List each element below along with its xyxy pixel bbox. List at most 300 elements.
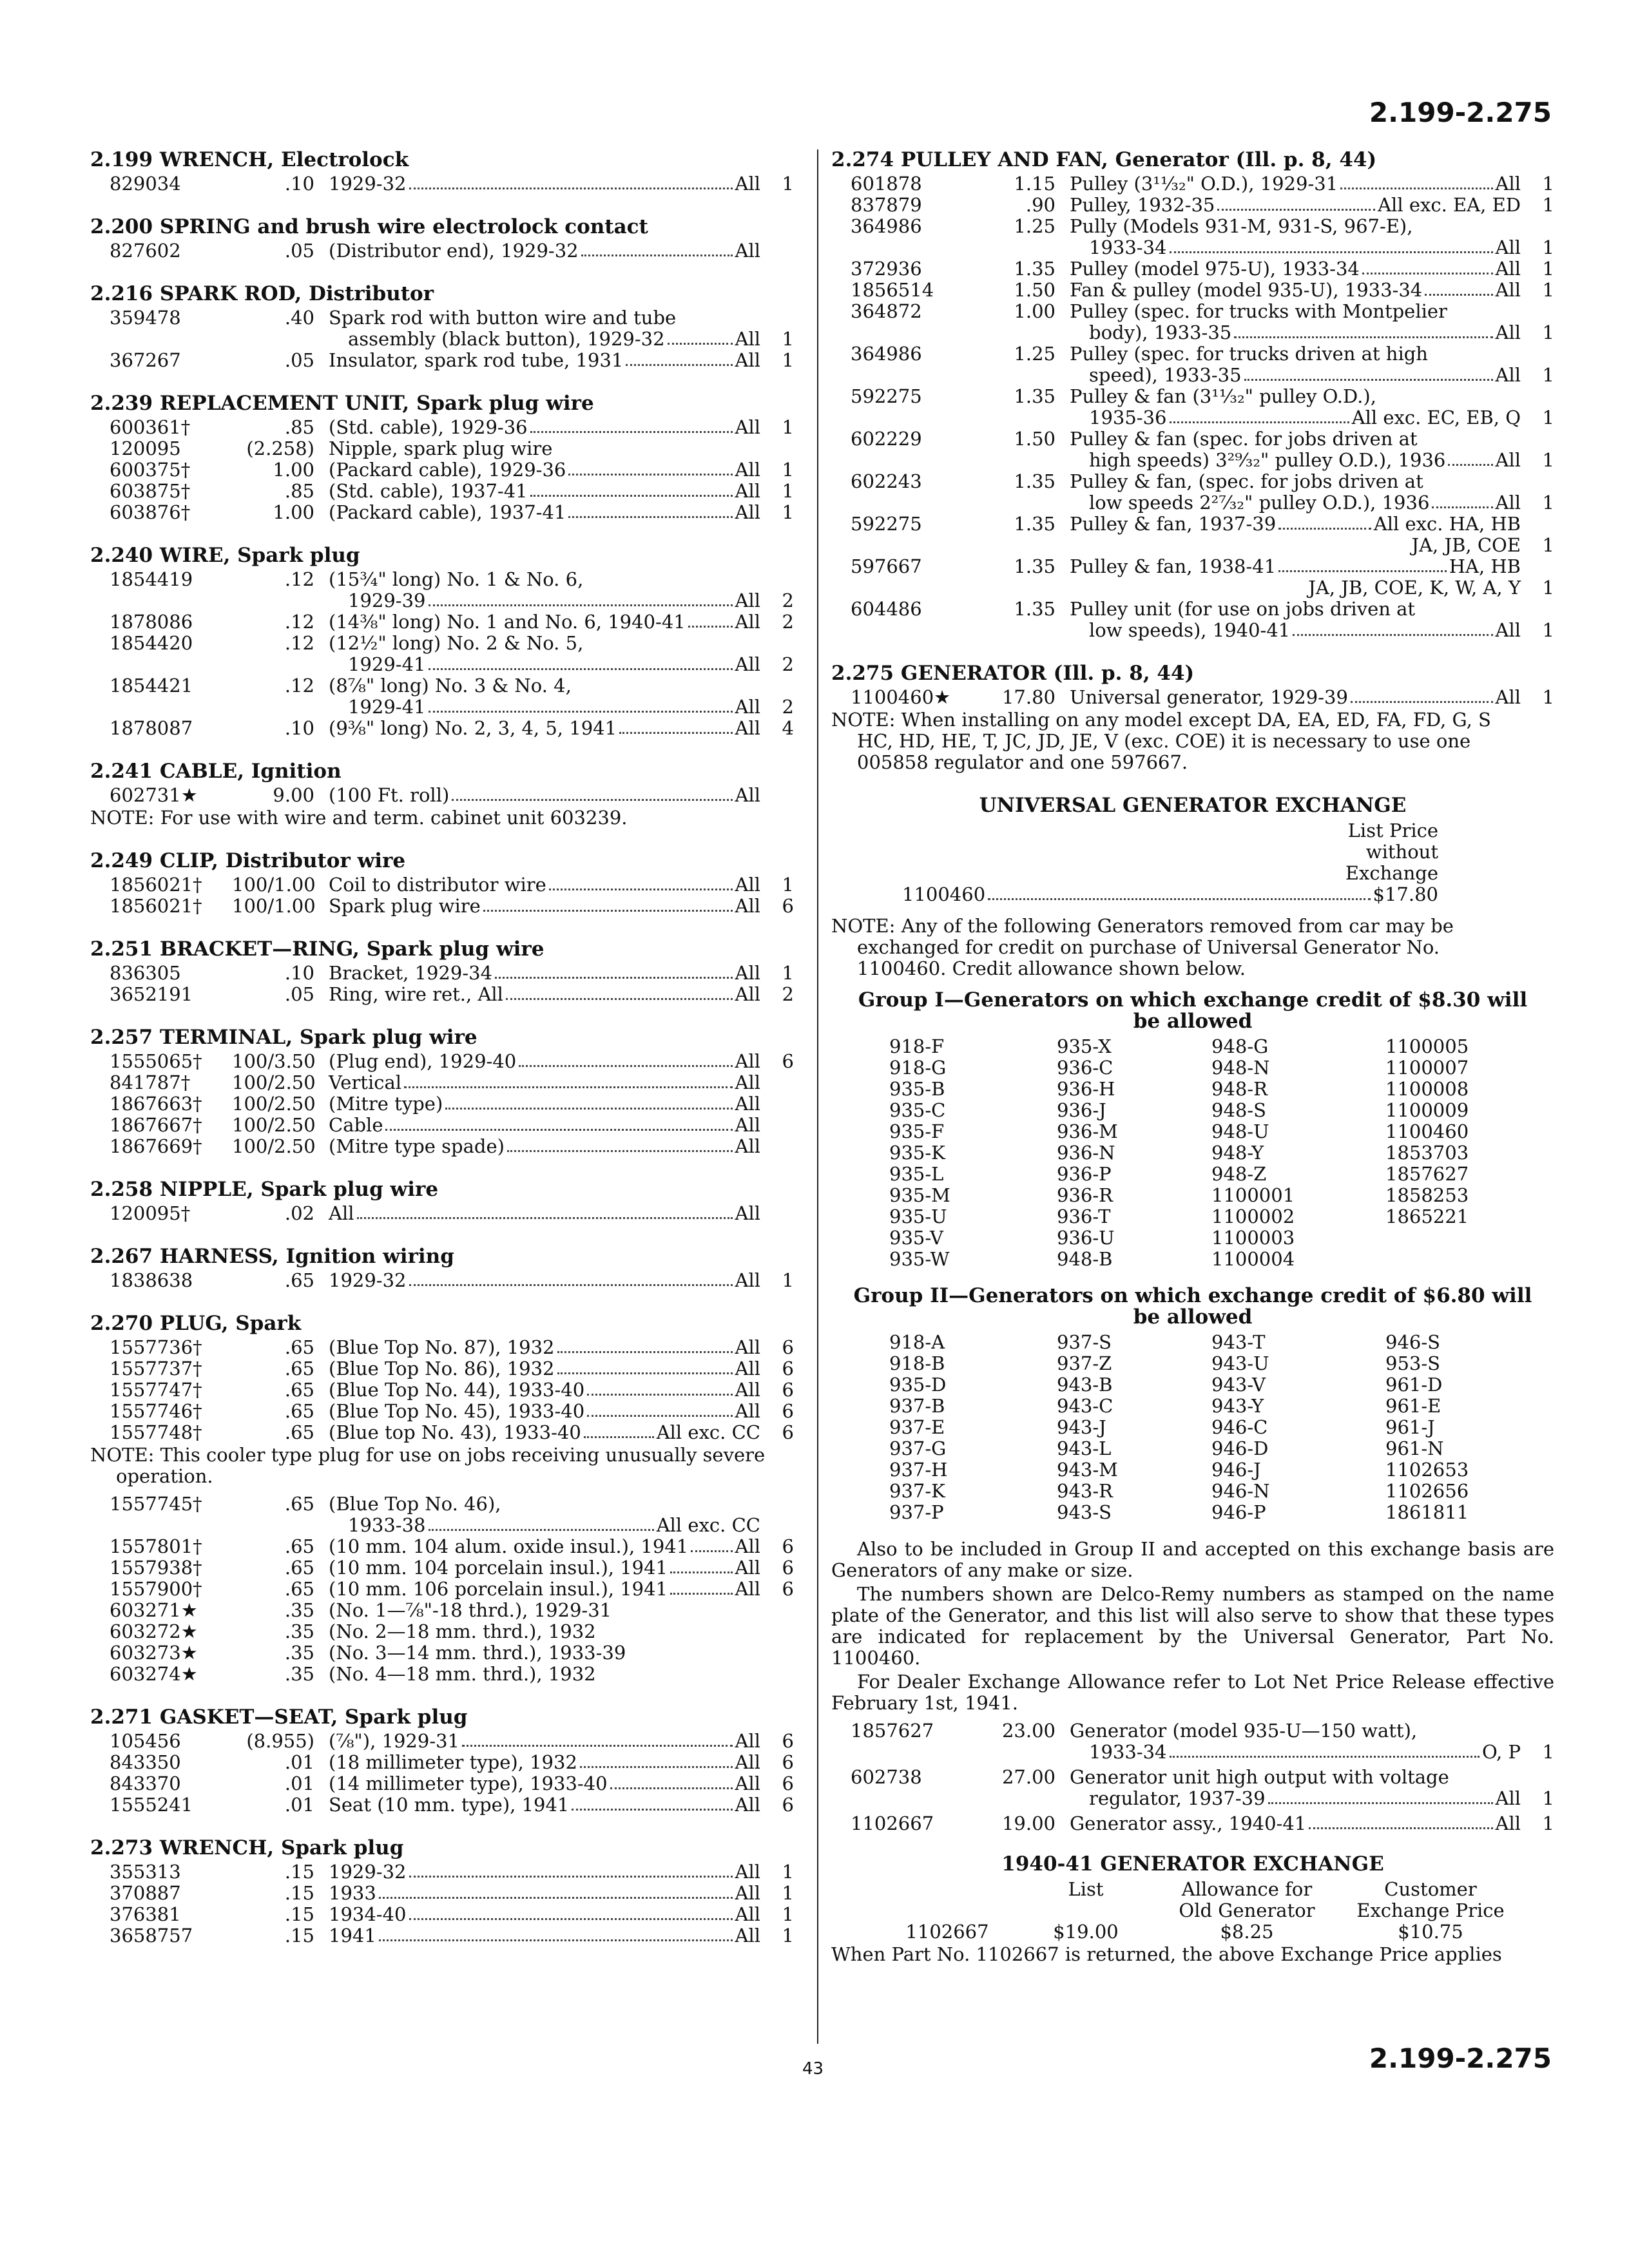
- application: All: [735, 962, 760, 984]
- leader-dots: [1170, 1756, 1480, 1758]
- generator-number: 946-N: [1211, 1480, 1270, 1502]
- list-price: .15: [284, 1882, 314, 1904]
- part-description: [329, 1051, 760, 1072]
- paragraph-2: The numbers shown are Delco-Remy numbers as stamped on the name plate of the Generator, and this list will also serve to show that these types are indicated for replacement by the Universal Generator, Part No. 1100460.: [831, 1583, 1554, 1669]
- quantity: 6: [782, 1050, 794, 1072]
- parts-row: [90, 1115, 794, 1136]
- application: All: [735, 1269, 760, 1291]
- part-description: [329, 1379, 760, 1401]
- generator-number: 936-H: [1057, 1078, 1115, 1100]
- quantity: 6: [782, 1730, 794, 1752]
- description-text: (No. 3—14 mm. thrd.), 1933-39: [329, 1642, 626, 1664]
- application: All exc. CC: [656, 1421, 760, 1443]
- section-title: 2.267 HARNESS, Ignition wiring: [90, 1245, 454, 1268]
- description-line: [329, 307, 760, 329]
- part-number: 1557801†: [110, 1535, 202, 1557]
- part-description: [329, 1358, 760, 1379]
- parts-row: [831, 471, 1554, 514]
- description-text: low speeds 2²⁷⁄₃₂" pulley O.D.), 1936: [1089, 492, 1430, 514]
- catalog-section: [831, 149, 1554, 641]
- leader-dots: [619, 732, 732, 734]
- section-title: 2.275 GENERATOR (Ill. p. 8, 44): [831, 662, 1195, 685]
- parts-row: [90, 350, 794, 371]
- part-description: [329, 307, 760, 350]
- application: All: [735, 653, 760, 675]
- quantity: 1: [1542, 1787, 1554, 1809]
- part-description: [1070, 173, 1521, 195]
- description-line: [1070, 471, 1521, 492]
- application: All: [1495, 492, 1521, 514]
- list-price: .90: [1025, 194, 1055, 216]
- parts-row: [90, 1664, 794, 1685]
- parts-row: [90, 611, 794, 633]
- description-line: [1070, 386, 1521, 407]
- generator-number: 943-S: [1057, 1501, 1112, 1523]
- quantity: 1: [782, 349, 794, 371]
- quantity: 6: [782, 1751, 794, 1773]
- part-description: [329, 963, 760, 984]
- part-description: [329, 502, 760, 523]
- part-number: 105456: [110, 1730, 181, 1752]
- part-number: 601878: [851, 173, 922, 195]
- description-text: Spark plug wire: [329, 895, 481, 917]
- note-line: HC, HD, HE, T, JC, JD, JE, V (exc. COE) it is necessary to use one: [857, 730, 1471, 752]
- parts-row: [831, 556, 1554, 599]
- catalog-section: [90, 1707, 794, 1816]
- application: All: [735, 1794, 760, 1816]
- generator-number: 943-Y: [1211, 1395, 1264, 1417]
- generator-number: 918-A: [889, 1331, 945, 1353]
- description-text: (10 mm. 104 porcelain insul.), 1941: [329, 1557, 668, 1579]
- leader-dots: [626, 364, 732, 366]
- application: All: [735, 611, 760, 633]
- list-price: .65: [284, 1421, 314, 1443]
- part-description: [329, 1752, 760, 1773]
- exchange-row: 1102667 $19.00 $8.25 $10.75: [905, 1921, 1463, 1943]
- leader-dots: [557, 1351, 733, 1353]
- description-text: (12½" long) No. 2 & No. 5,: [329, 632, 584, 654]
- leader-dots: [610, 1787, 733, 1789]
- leader-dots: [1234, 336, 1492, 338]
- application: All: [735, 1400, 760, 1422]
- description-line: [1070, 322, 1521, 343]
- description-text: Generator unit high output with voltage: [1070, 1766, 1449, 1788]
- description-text: (Blue Top No. 46),: [329, 1493, 501, 1515]
- description-line: [329, 1883, 760, 1904]
- generator-number: 946-P: [1211, 1501, 1266, 1523]
- description-line: [329, 896, 760, 917]
- group-1-list: [831, 1036, 1554, 1270]
- description-line: [329, 590, 760, 611]
- leader-dots: [507, 1150, 733, 1152]
- list-price: .12: [284, 611, 314, 633]
- part-number: 370887: [110, 1882, 181, 1904]
- leader-dots: [404, 1086, 732, 1088]
- list-price: 1.00: [1014, 300, 1055, 322]
- generator-number: 943-B: [1057, 1374, 1113, 1396]
- part-number: 1557900†: [110, 1578, 202, 1600]
- leader-dots: [385, 1129, 732, 1131]
- parts-row: [90, 675, 794, 718]
- part-number: 603273★: [110, 1642, 198, 1664]
- application: All: [1495, 449, 1521, 471]
- generator-number: 936-P: [1057, 1163, 1112, 1185]
- list-price-header: List Price without Exchange: [1345, 820, 1438, 884]
- parts-row: [90, 1731, 794, 1752]
- right-column: [831, 149, 1554, 1965]
- description-text: (Mitre type): [329, 1093, 443, 1115]
- part-number: 1878086: [110, 611, 193, 633]
- description-text: Pulley & fan, 1937-39: [1070, 513, 1277, 535]
- description-line: [329, 1051, 760, 1072]
- part-number: 603274★: [110, 1663, 198, 1685]
- section-title: 2.199 WRENCH, Electrolock: [90, 148, 409, 171]
- description-line: [1070, 407, 1521, 428]
- description-text: Pulley (model 975-U), 1933-34: [1070, 258, 1360, 280]
- application: All: [1495, 236, 1521, 258]
- description-line: [329, 1401, 760, 1422]
- list-price: .05: [284, 349, 314, 371]
- list-price: .35: [284, 1620, 314, 1642]
- description-line: [329, 1642, 760, 1664]
- list-price: .35: [284, 1599, 314, 1621]
- description-text: 1933-34: [1089, 236, 1167, 258]
- generator-number: 943-M: [1057, 1459, 1118, 1481]
- generator-number: 948-S: [1211, 1099, 1267, 1121]
- part-number: 120095: [110, 437, 181, 459]
- application: All: [735, 874, 760, 896]
- list-price: .65: [284, 1379, 314, 1401]
- part-number: 1854420: [110, 632, 193, 654]
- group-2-list: [831, 1332, 1554, 1523]
- description-text: All: [329, 1202, 354, 1224]
- description-text: Pulley & fan (spec. for jobs driven at: [1070, 428, 1418, 450]
- list-price: .15: [284, 1861, 314, 1883]
- part-description: [329, 1579, 760, 1600]
- description-text: Spark rod with button wire and tube: [329, 307, 677, 329]
- catalog-section: [90, 216, 794, 262]
- generator-number: 937-G: [889, 1437, 947, 1459]
- description-text: 1933-38: [348, 1514, 426, 1536]
- section-note: [90, 807, 794, 829]
- note-line: 1100460. Credit allowance shown below.: [857, 957, 1246, 979]
- part-number: 355313: [110, 1861, 181, 1883]
- leader-dots: [530, 431, 733, 433]
- part-number: 1557747†: [110, 1379, 202, 1401]
- list-price: .65: [284, 1400, 314, 1422]
- leader-dots: [429, 668, 733, 670]
- part-description: [329, 1422, 760, 1443]
- application: All: [1495, 1787, 1521, 1809]
- generator-number: 936-T: [1057, 1206, 1111, 1227]
- application: All: [1495, 619, 1521, 641]
- list-price: .65: [284, 1557, 314, 1579]
- leader-dots: [587, 1415, 732, 1417]
- parts-row: [90, 173, 794, 195]
- section-note: [831, 709, 1554, 773]
- exchange-header: List Allowance for Old Generator Customer Exchange Price: [1068, 1878, 1505, 1921]
- application: HA, HB: [1449, 555, 1521, 577]
- list-price: 1.50: [1014, 428, 1055, 450]
- list-price: .65: [284, 1578, 314, 1600]
- parts-row: [90, 417, 794, 438]
- description-line: [329, 173, 760, 195]
- part-description: [329, 1557, 760, 1579]
- quantity: 1: [782, 328, 794, 350]
- description-text: (Std. cable), 1937-41: [329, 480, 528, 502]
- list-price: 100/2.50: [232, 1093, 316, 1115]
- parts-row: [90, 1337, 794, 1358]
- description-text: Cable: [329, 1114, 383, 1136]
- parts-row: [90, 459, 794, 481]
- part-description: [1070, 599, 1521, 641]
- generator-number: 935-L: [889, 1163, 944, 1185]
- part-description: [329, 1861, 760, 1883]
- list-price: .05: [284, 983, 314, 1005]
- description-text: (Plug end), 1929-40: [329, 1050, 517, 1072]
- description-line: [329, 240, 760, 262]
- part-number: 603271★: [110, 1599, 198, 1621]
- description-line: [329, 1093, 760, 1115]
- application: All: [735, 501, 760, 523]
- application: All exc. EA, ED: [1378, 194, 1521, 216]
- description-text: speed), 1933-35: [1089, 364, 1242, 386]
- part-description: [329, 1494, 760, 1536]
- description-text: (Blue Top No. 44), 1933-40: [329, 1379, 585, 1401]
- generator-number: 1100009: [1385, 1099, 1469, 1121]
- generator-number: [1385, 1227, 1553, 1249]
- application: All exc. EC, EB, Q: [1351, 407, 1521, 428]
- description-text: (14⅜" long) No. 1 and No. 6, 1940-41: [329, 611, 686, 633]
- description-line: [1070, 343, 1521, 365]
- generator-number: 1100004: [1211, 1248, 1295, 1270]
- part-number: 364986: [851, 215, 922, 237]
- part-number: 600375†: [110, 459, 191, 481]
- quantity: 6: [782, 1773, 794, 1794]
- description-text: 1935-36: [1089, 407, 1167, 428]
- quantity: 1: [782, 459, 794, 481]
- quantity: 6: [782, 1379, 794, 1401]
- page-range-bottom: 2.199-2.275: [1369, 2042, 1552, 2074]
- parts-row: [90, 1203, 794, 1224]
- description-line: [329, 633, 760, 654]
- list-price: 19.00: [1001, 1812, 1055, 1834]
- description-line: [329, 329, 760, 350]
- list-price: 1.35: [1014, 555, 1055, 577]
- quantity: 1: [782, 1903, 794, 1925]
- description-line: [1070, 1767, 1521, 1788]
- description-line: [329, 675, 760, 697]
- generator-number: 1100001: [1211, 1184, 1295, 1206]
- generator-number: 918-F: [889, 1035, 945, 1057]
- leader-dots: [580, 1766, 733, 1768]
- application: All: [1495, 279, 1521, 301]
- description-text: 1929-32: [329, 1861, 407, 1883]
- parts-row: [831, 428, 1554, 471]
- leader-dots: [557, 1372, 733, 1374]
- generator-number: 937-Z: [1057, 1352, 1112, 1374]
- quantity: 1: [1542, 492, 1554, 514]
- parts-row: [90, 1270, 794, 1291]
- parts-row: [90, 1557, 794, 1579]
- description-text: Generator (model 935-U—150 watt),: [1070, 1720, 1418, 1742]
- description-text: Pulley, 1932-35: [1070, 194, 1215, 216]
- description-line: [1070, 365, 1521, 386]
- part-number: 603875†: [110, 480, 191, 502]
- description-line: [329, 1515, 760, 1536]
- description-line: [1070, 173, 1521, 195]
- quantity: 6: [782, 1358, 794, 1379]
- parts-row: [831, 195, 1554, 216]
- parts-row: [90, 1093, 794, 1115]
- generator-number: 937-S: [1057, 1331, 1112, 1353]
- quantity: 1: [782, 1882, 794, 1904]
- quantity: 1: [782, 962, 794, 984]
- quantity: 6: [782, 1421, 794, 1443]
- description-line: [329, 697, 760, 718]
- generator-number: 948-B: [1057, 1248, 1113, 1270]
- part-description: [1070, 216, 1521, 258]
- part-number: 359478: [110, 307, 181, 329]
- catalog-section: [90, 1027, 794, 1157]
- part-number: 1838638: [110, 1269, 193, 1291]
- parts-row: [90, 1494, 794, 1536]
- list-price: .85: [284, 416, 314, 438]
- part-number: 1878087: [110, 717, 193, 739]
- quantity: 2: [782, 611, 794, 633]
- quantity: 1: [1542, 407, 1554, 428]
- generator-number: 1858253: [1385, 1184, 1469, 1206]
- leader-dots: [587, 1394, 732, 1396]
- parts-row: [90, 1401, 794, 1422]
- description-text: (10 mm. 106 porcelain insul.), 1941: [329, 1578, 668, 1600]
- quantity: 2: [782, 590, 794, 611]
- generator-number: 918-G: [889, 1057, 947, 1079]
- description-text: 1941: [329, 1925, 376, 1946]
- note-line: NOTE: When installing on any model except DA, EA, ED, FA, FD, G, S: [831, 709, 1491, 731]
- application: All: [735, 1114, 760, 1136]
- application: All: [735, 983, 760, 1005]
- description-text: (14 millimeter type), 1933-40: [329, 1773, 608, 1794]
- list-price: .65: [284, 1535, 314, 1557]
- description-text: 1929-39: [348, 590, 426, 611]
- application: All exc. CC: [656, 1514, 760, 1536]
- leader-dots: [483, 910, 733, 912]
- description-line: [1070, 195, 1521, 216]
- list-price: .15: [284, 1903, 314, 1925]
- generator-number: 948-U: [1211, 1120, 1269, 1142]
- list-price: 9.00: [273, 784, 314, 806]
- description-line: [1070, 216, 1521, 237]
- generator-number: 935-W: [889, 1248, 950, 1270]
- generator-number: 1100002: [1211, 1206, 1295, 1227]
- generator-number: 937-H: [889, 1459, 948, 1481]
- part-number: 602731★: [110, 784, 198, 806]
- catalog-section: [90, 850, 794, 917]
- parts-row: [90, 1642, 794, 1664]
- part-description: [329, 1883, 760, 1904]
- description-text: Bracket, 1929-34: [329, 962, 493, 984]
- part-number: 1557746†: [110, 1400, 202, 1422]
- list-price: .65: [284, 1336, 314, 1358]
- description-line: [1070, 1720, 1521, 1742]
- generator-number: 943-L: [1057, 1437, 1112, 1459]
- quantity: 1: [1542, 279, 1554, 301]
- part-description: [1070, 343, 1521, 386]
- application: All: [735, 696, 760, 718]
- description-text: (No. 1—⅞"-18 thrd.), 1929-31: [329, 1599, 612, 1621]
- description-text: Fan & pulley (model 935-U), 1933-34: [1070, 279, 1423, 301]
- parts-row: [90, 984, 794, 1005]
- list-price: 100/2.50: [232, 1114, 316, 1136]
- part-description: [329, 874, 760, 896]
- generator-number: 961-E: [1385, 1395, 1441, 1417]
- quantity: 6: [782, 1535, 794, 1557]
- part-description: [329, 1600, 760, 1621]
- part-number: 603272★: [110, 1620, 198, 1642]
- part-description: [329, 1136, 760, 1157]
- part-number: 372936: [851, 258, 922, 280]
- section-note: [90, 1445, 794, 1487]
- part-description: [1070, 471, 1521, 514]
- leader-dots: [568, 474, 732, 476]
- parts-row: [90, 1051, 794, 1072]
- application: All exc. HA, HB: [1373, 513, 1521, 535]
- part-description: [1070, 556, 1521, 599]
- part-number: 592275: [851, 385, 922, 407]
- part-description: [1070, 687, 1521, 708]
- quantity: 1: [1542, 686, 1554, 708]
- quantity: 4: [782, 717, 794, 739]
- leader-dots: [1293, 634, 1492, 636]
- application: All: [735, 1903, 760, 1925]
- generator-number: 936-C: [1057, 1057, 1113, 1079]
- part-number: 603876†: [110, 501, 191, 523]
- description-line: [329, 718, 760, 739]
- description-line: [1070, 280, 1521, 301]
- part-number: 1557736†: [110, 1336, 202, 1358]
- part-description: [329, 1642, 760, 1664]
- note-line: operation.: [116, 1465, 213, 1487]
- part-number: 836305: [110, 962, 181, 984]
- leader-dots: [1425, 294, 1492, 296]
- description-line: [329, 1136, 760, 1157]
- quantity: 1: [782, 416, 794, 438]
- quantity: 2: [782, 983, 794, 1005]
- leader-dots: [429, 604, 733, 606]
- part-number: 602229: [851, 428, 922, 450]
- generator-number: 1861811: [1385, 1501, 1469, 1523]
- description-line: [329, 1358, 760, 1379]
- generator-number: 961-D: [1385, 1374, 1443, 1396]
- list-price: .65: [284, 1358, 314, 1379]
- leader-dots: [670, 1571, 732, 1573]
- description-text: (100 Ft. roll): [329, 784, 450, 806]
- parts-row: [90, 240, 794, 262]
- description-text: 1929-32: [329, 1269, 407, 1291]
- description-text: Pulley & fan, (spec. for jobs driven at: [1070, 470, 1423, 492]
- section-title: 2.240 WIRE, Spark plug: [90, 544, 360, 567]
- description-text: (⅞"), 1929-31: [329, 1730, 460, 1752]
- part-number: 604486: [851, 598, 922, 620]
- list-price: .35: [284, 1642, 314, 1664]
- application: All: [735, 1535, 760, 1557]
- description-line: [329, 1600, 760, 1621]
- section-title: 2.216 SPARK ROD, Distributor: [90, 282, 434, 305]
- quantity: 6: [782, 1336, 794, 1358]
- part-description: [1070, 514, 1521, 556]
- leader-dots: [549, 889, 733, 890]
